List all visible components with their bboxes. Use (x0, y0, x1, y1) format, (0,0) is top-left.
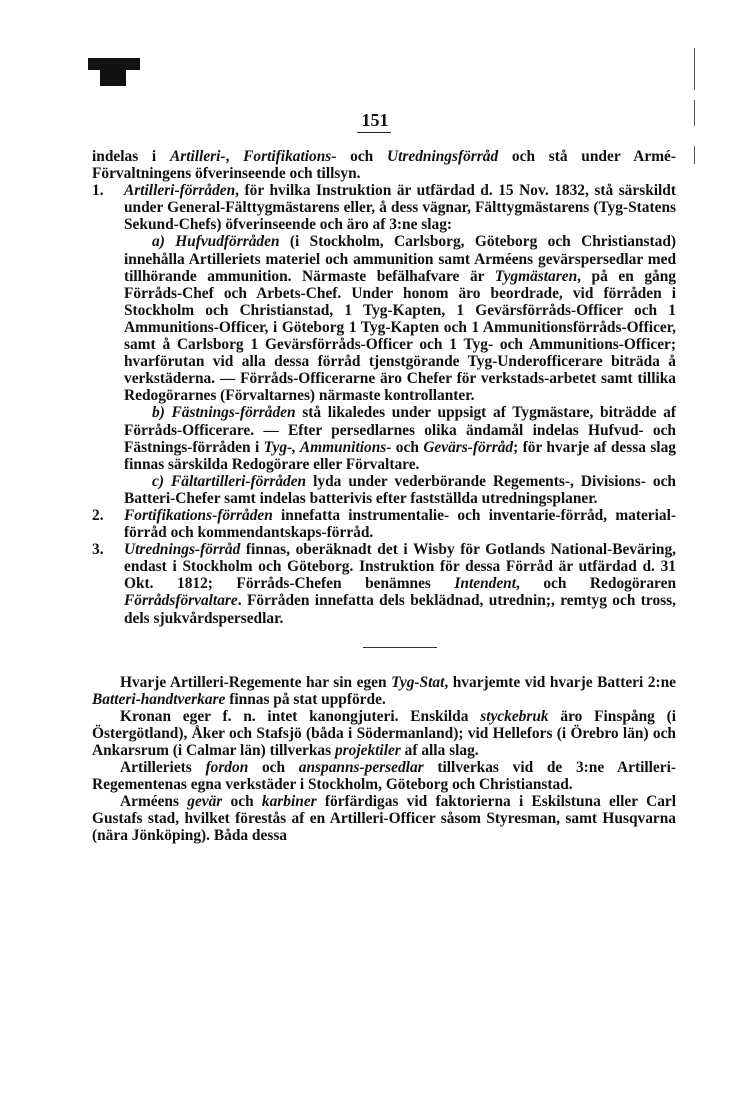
intro-paragraph: indelas i Artilleri-, Fortifikations- och Utredningsförråd och stå under Armé-Förvaltningens öfverinseende och tillsyn. (92, 148, 676, 183)
paragraph-fordon: Artilleriets fordon och anspanns-persedlar tillverkas vid de 3:ne Artilleri-Regementenas egna verkstäder i Stockholm, Göteborg och Christianstad. (92, 759, 676, 794)
list-item-3: 3. Utrednings-förråd finnas, oberäknadt det i Wisby för Gotlands National-Beväring, endast i Stockholm och Göteborg. Instruktion för dessa Förråd är utfärdad d. 31 Okt. 1812; Förråds-Chefen benämnes Intendent, och Redogöraren Förrådsförvaltare. Förråden innefatta dels beklädnad, utrednin;, remtyg och tross, dels sjukvårdspersedlar. (92, 541, 676, 627)
sub-item-c: c) Fältartilleri-förråden lyda under vederbörande Regements-, Divisions- och Batteri-Chefer samt indelas batterivis efter fastställda utredningsplaner. (124, 472, 676, 507)
sub-item-a: a) Hufvudförråden (i Stockholm, Carlsborg, Göteborg och Christianstad) innehålla Artilleriets materiel och ammunition samt Arméens gevärspersedlar med tillhörande ammunition. Närmaste befälhafvare är Tygmästaren, på en gång Förråds-Chef och Arbets-Chef. Under honom äro beordrade, vid förråden i Stockholm och Christianstad, 1 Tyg-Kapten, 1 Gevärsförråds-Officer och 1 Ammunitions-Officer, i Göteborg 1 Tyg-Kapten och 1 Ammunitionsförråds-Officer, samt å Carlsborg 1 Gevärsförråds-Officer och 1 Tyg- och Ammunitions-Officer; hvarförutan vid alla dessa förråd tjenstgörande Tyg-Underofficerare biträda å verkstäderna. — Förråds-Officerarne äro Chefer för verkstads-arbetet samt tillika Redogörarnes (Förvaltarnes) närmaste kontrollanter. (124, 233, 676, 405)
scan-edge-line (694, 100, 695, 126)
print-mark (88, 58, 140, 70)
page-number-rule (357, 132, 391, 133)
section-divider (363, 647, 437, 648)
list-item-1: 1. Artilleri-förråden, för hvilka Instruktion är utfärdad d. 15 Nov. 1832, stå särskildt under General-Fälttygmästarens eller, å dess vägnar, Fälttygmästarens (Tyg-Statens Sekund-Chefs) öfverinseende och äro af 3:ne slag: (92, 182, 676, 234)
paragraph-tyg-stat: Hvarje Artilleri-Regemente har sin egen Tyg-Stat, hvarjemte vid hvarje Batteri 2:ne Batteri-handtverkare finnas på stat uppförde. (92, 673, 676, 708)
page-number: 151 (361, 110, 389, 130)
paragraph-kanongjuteri: Kronan eger f. n. intet kanongjuteri. Enskilda styckebruk äro Finspång (i Östergötland), Åker och Stafsjö (båda i Södermanland); vid Hellefors (i Örebro län) och Ankarsrum (i Calmar län) tillverkas projektiler af alla slag. (92, 707, 677, 759)
sub-item-b: b) Fästnings-förråden stå likaledes under uppsigt af Tygmästare, biträdde af Förråds-Officerare. — Efter persedlarnes olika ändamål indelas Hufvud- och Fästnings-förråden i Tyg-, Ammunitions- och Gevärs-förråd; för hvarje af dessa slag finnas särskilda Redogörare eller Förvaltare. (124, 404, 676, 473)
paragraph-gevar: Arméens gevär och karbiner förfärdigas vid faktorierna i Eskilstuna eller Carl Gustafs stad, hvilket förestås af en Artilleri-Officer såsom Styresman, samt Husqvarna (nära Jönköping). Båda dessa (92, 793, 676, 845)
body-text (92, 148, 676, 845)
scan-edge-line (694, 48, 695, 90)
list-item-2: 2. Fortifikations-förråden innefatta instrumentalie- och inventarie-förråd, material-förråd och kommendantskaps-förråd. (92, 506, 676, 542)
print-mark-stem (100, 70, 126, 86)
scan-edge-line (694, 146, 695, 164)
